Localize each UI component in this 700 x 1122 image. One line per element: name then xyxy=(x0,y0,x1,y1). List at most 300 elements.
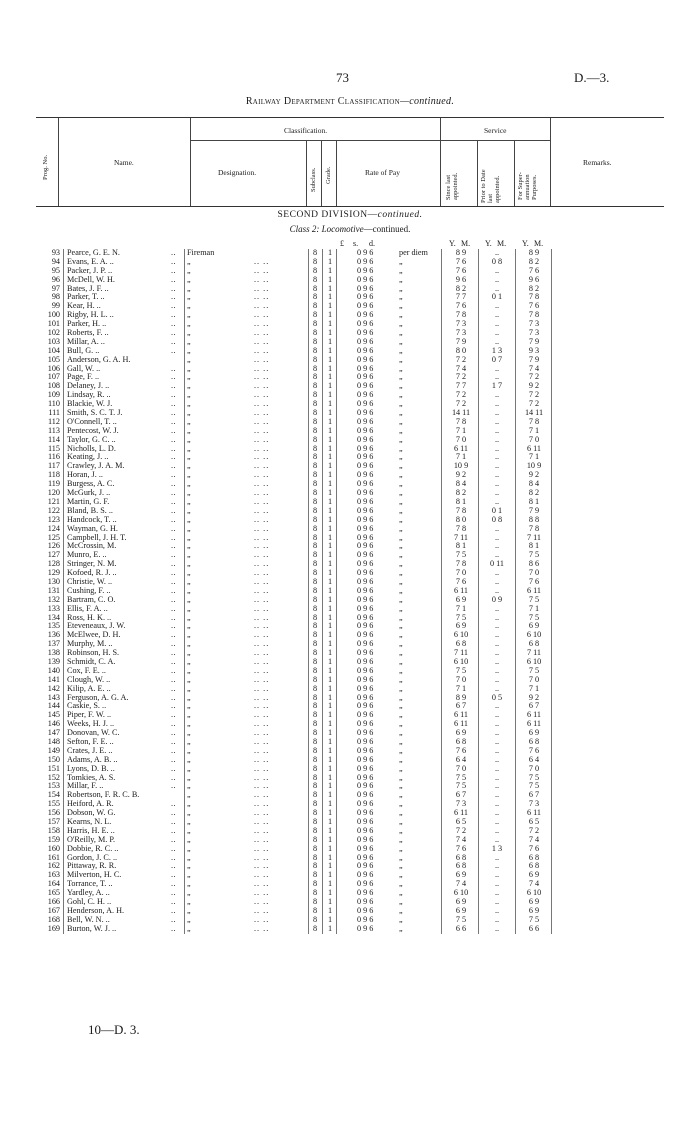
grade-cell: 1 xyxy=(327,310,333,320)
rate-cell: 0 9 6 xyxy=(357,265,374,275)
grade-cell: 1 xyxy=(327,381,333,391)
prog-no-cell: 146 xyxy=(47,719,60,729)
subclass-cell: 8 xyxy=(312,568,318,578)
header-prior-l3: appointed. xyxy=(494,175,501,203)
table-row xyxy=(36,507,664,516)
name-cell: Cox, F. E. .. xyxy=(67,665,106,675)
since-last-cell: 6 8 xyxy=(455,736,467,746)
table-row xyxy=(36,356,664,365)
name-cell: Horan, J. .. xyxy=(67,470,103,480)
table-header xyxy=(36,117,664,207)
name-leader-dots: .. xyxy=(171,550,177,560)
table-row xyxy=(36,658,664,667)
rate-period-cell: „ xyxy=(399,639,403,649)
rate-cell: 0 9 6 xyxy=(357,852,374,862)
rate-period-cell: „ xyxy=(399,683,403,693)
prog-no-cell: 126 xyxy=(47,541,60,551)
designation-cell: „ xyxy=(187,852,191,862)
rate-period-cell: „ xyxy=(399,603,403,613)
superannuation-cell: 7 5 xyxy=(528,781,540,791)
rate-period-cell: per diem xyxy=(399,248,428,257)
prior-cell: .. xyxy=(494,808,500,818)
since-last-cell: 14 11 xyxy=(451,408,471,418)
prior-cell: .. xyxy=(494,461,500,471)
name-leader-dots: .. xyxy=(171,381,177,391)
rate-period-cell: „ xyxy=(399,843,403,853)
designation-cell: „ xyxy=(187,736,191,746)
name-leader-dots: .. xyxy=(171,274,177,284)
superannuation-cell: 6 11 xyxy=(526,710,542,720)
name-cell: Crawley, J. A. M. xyxy=(67,461,125,471)
since-last-cell: 7 4 xyxy=(455,879,467,889)
designation-leader-dots: .. .. xyxy=(254,834,270,844)
grade-cell: 1 xyxy=(327,754,333,764)
table-row xyxy=(36,765,664,774)
class-continued: —continued. xyxy=(363,224,411,234)
grade-cell: 1 xyxy=(327,461,333,471)
designation-leader-dots: .. .. xyxy=(254,656,270,666)
name-leader-dots: .. xyxy=(171,843,177,853)
grade-cell: 1 xyxy=(327,843,333,853)
prior-cell: .. xyxy=(494,639,500,649)
grade-cell: 1 xyxy=(327,559,333,569)
subclass-cell: 8 xyxy=(312,612,318,622)
prog-no-cell: 159 xyxy=(47,834,60,844)
table-row xyxy=(36,845,664,854)
prior-cell: .. xyxy=(494,274,500,284)
rate-cell: 0 9 6 xyxy=(357,585,374,595)
title-main: Railway Department Classification xyxy=(245,96,401,107)
rate-cell: 0 9 6 xyxy=(357,710,374,720)
designation-cell: „ xyxy=(187,790,191,800)
rate-period-cell: „ xyxy=(399,461,403,471)
table-row xyxy=(36,587,664,596)
grade-cell: 1 xyxy=(327,399,333,409)
superannuation-cell: 7 8 xyxy=(528,416,540,426)
designation-cell: „ xyxy=(187,674,191,684)
name-cell: Kearns, N. L. xyxy=(67,817,112,826)
header-since-l1: Since last xyxy=(445,174,452,200)
designation-leader-dots: .. .. xyxy=(254,745,270,755)
table-row xyxy=(36,854,664,863)
header-classification: Classification. xyxy=(284,126,328,135)
table-row xyxy=(36,534,664,543)
prior-cell: .. xyxy=(494,612,500,622)
name-cell: Page, F. .. xyxy=(67,372,100,382)
table-row xyxy=(36,471,664,480)
rate-period-cell: „ xyxy=(399,425,403,435)
prog-no-cell: 166 xyxy=(47,897,60,907)
table-row xyxy=(36,400,664,409)
designation-leader-dots: .. .. xyxy=(254,345,270,355)
since-last-cell: 7 6 xyxy=(455,265,467,275)
prog-no-cell: 160 xyxy=(47,843,60,853)
prior-cell: .. xyxy=(494,790,500,800)
designation-leader-dots: .. .. xyxy=(254,879,270,889)
prog-no-cell: 154 xyxy=(47,790,60,800)
superannuation-cell: 6 8 xyxy=(528,852,540,862)
name-cell: Weeks, H. J. .. xyxy=(67,719,115,729)
prior-cell: .. xyxy=(494,576,500,586)
rate-cell: 0 9 6 xyxy=(357,301,374,311)
prior-cell: 0 8 xyxy=(491,256,503,266)
name-leader-dots: .. xyxy=(171,665,177,675)
prog-no-cell: 115 xyxy=(48,443,60,453)
rate-period-cell: „ xyxy=(399,719,403,729)
grade-cell: 1 xyxy=(327,923,333,933)
subclass-cell: 8 xyxy=(312,745,318,755)
designation-leader-dots: .. .. xyxy=(254,799,270,809)
since-last-cell: 6 10 xyxy=(453,656,469,666)
designation-leader-dots: .. .. xyxy=(254,568,270,578)
superannuation-cell: 7 5 xyxy=(528,594,540,604)
grade-cell: 1 xyxy=(327,897,333,907)
table-row xyxy=(36,747,664,756)
rate-cell: 0 9 6 xyxy=(357,248,374,257)
designation-cell: „ xyxy=(187,781,191,791)
prior-cell: 0 5 xyxy=(491,692,503,702)
prog-no-cell: 114 xyxy=(48,434,60,444)
subclass-cell: 8 xyxy=(312,532,318,542)
header-name: Name. xyxy=(114,158,134,167)
designation-leader-dots: .. .. xyxy=(254,576,270,586)
rate-period-cell: „ xyxy=(399,817,403,826)
rate-period-cell: „ xyxy=(399,594,403,604)
subclass-cell: 8 xyxy=(312,710,318,720)
table-row xyxy=(36,560,664,569)
grade-cell: 1 xyxy=(327,817,333,826)
unit-y3: Y. xyxy=(522,239,529,248)
rate-period-cell: „ xyxy=(399,897,403,907)
rate-period-cell: „ xyxy=(399,399,403,409)
table-row xyxy=(36,462,664,471)
rate-period-cell: „ xyxy=(399,852,403,862)
designation-leader-dots: .. .. xyxy=(254,461,270,471)
prior-cell: .. xyxy=(494,763,500,773)
designation-cell: „ xyxy=(187,612,191,622)
designation-leader-dots: .. .. xyxy=(254,825,270,835)
since-last-cell: 7 8 xyxy=(455,310,467,320)
name-leader-dots: .. xyxy=(171,496,177,506)
grade-cell: 1 xyxy=(327,363,333,373)
grade-cell: 1 xyxy=(327,248,333,257)
designation-leader-dots: .. .. xyxy=(254,532,270,542)
prog-no-cell: 125 xyxy=(47,532,60,542)
rate-cell: 0 9 6 xyxy=(357,683,374,693)
grade-cell: 1 xyxy=(327,665,333,675)
name-leader-dots: .. xyxy=(171,541,177,551)
rate-period-cell: „ xyxy=(399,621,403,631)
rate-cell: 0 9 6 xyxy=(357,479,374,489)
designation-leader-dots: .. .. xyxy=(254,612,270,622)
rate-period-cell: „ xyxy=(399,274,403,284)
unit-pound: £ xyxy=(340,239,344,248)
rate-cell: 0 9 6 xyxy=(357,452,374,462)
name-cell: Stringer, N. M. xyxy=(67,559,117,569)
designation-cell: „ xyxy=(187,372,191,382)
grade-cell: 1 xyxy=(327,674,333,684)
table-row xyxy=(36,373,664,382)
prior-cell: .. xyxy=(494,301,500,311)
designation-cell: „ xyxy=(187,265,191,275)
prior-cell: .. xyxy=(494,479,500,489)
name-cell: Kofoed, R. J. .. xyxy=(67,568,117,578)
designation-cell: „ xyxy=(187,461,191,471)
subclass-cell: 8 xyxy=(312,790,318,800)
name-leader-dots: .. xyxy=(171,781,177,791)
rate-period-cell: „ xyxy=(399,479,403,489)
since-last-cell: 7 4 xyxy=(455,834,467,844)
name-leader-dots: .. xyxy=(171,888,177,898)
rate-cell: 0 9 6 xyxy=(357,345,374,355)
designation-cell: „ xyxy=(187,301,191,311)
grade-cell: 1 xyxy=(327,621,333,631)
designation-cell: „ xyxy=(187,665,191,675)
prior-cell: 0 8 xyxy=(491,514,503,524)
prior-cell: 0 11 xyxy=(489,559,505,569)
since-last-cell: 7 2 xyxy=(455,399,467,409)
rate-period-cell: „ xyxy=(399,745,403,755)
superannuation-cell: 6 7 xyxy=(528,790,540,800)
since-last-cell: 6 9 xyxy=(455,870,467,880)
superannuation-cell: 7 11 xyxy=(526,648,542,658)
name-cell: Millar, A. .. xyxy=(67,336,105,346)
name-leader-dots: .. xyxy=(171,799,177,809)
name-leader-dots: .. xyxy=(171,434,177,444)
division-heading xyxy=(0,210,700,220)
name-leader-dots: .. xyxy=(171,594,177,604)
division-name: SECOND DIVISION— xyxy=(277,210,378,220)
name-leader-dots: .. xyxy=(171,310,177,320)
table-row xyxy=(36,685,664,694)
table-body xyxy=(36,249,664,934)
superannuation-cell: 7 1 xyxy=(528,425,540,435)
designation-leader-dots: .. .. xyxy=(254,292,270,302)
prog-no-cell: 153 xyxy=(47,781,60,791)
superannuation-cell: 7 1 xyxy=(528,683,540,693)
prog-no-cell: 161 xyxy=(47,852,60,862)
name-cell: Bartram, C. O. xyxy=(67,594,116,604)
since-last-cell: 7 5 xyxy=(455,781,467,791)
name-cell: Eteveneaux, J. W. xyxy=(67,621,126,631)
designation-cell: „ xyxy=(187,808,191,818)
rate-period-cell: „ xyxy=(399,434,403,444)
designation-cell: „ xyxy=(187,834,191,844)
header-designation: Designation. xyxy=(218,168,257,177)
rate-cell: 0 9 6 xyxy=(357,434,374,444)
designation-leader-dots: .. .. xyxy=(254,381,270,391)
designation-leader-dots: .. .. xyxy=(254,443,270,453)
rate-cell: 0 9 6 xyxy=(357,372,374,382)
name-cell: Bell, W. N. .. xyxy=(67,914,110,924)
name-cell: Schmidt, C. A. xyxy=(67,656,116,666)
rate-cell: 0 9 6 xyxy=(357,354,374,364)
grade-cell: 1 xyxy=(327,683,333,693)
grade-cell: 1 xyxy=(327,541,333,551)
since-last-cell: 6 11 xyxy=(453,710,469,720)
table-row xyxy=(36,542,664,551)
rate-cell: 0 9 6 xyxy=(357,470,374,480)
designation-cell: „ xyxy=(187,328,191,338)
prog-no-cell: 131 xyxy=(47,585,60,595)
grade-cell: 1 xyxy=(327,585,333,595)
name-leader-dots: .. xyxy=(171,336,177,346)
subclass-cell: 8 xyxy=(312,692,318,702)
class-name: Locomotive xyxy=(321,224,364,234)
unit-pence: d. xyxy=(369,239,375,248)
rate-period-cell: „ xyxy=(399,710,403,720)
name-leader-dots: .. xyxy=(171,745,177,755)
prog-no-cell: 138 xyxy=(47,648,60,658)
since-last-cell: 6 9 xyxy=(455,728,467,738)
name-leader-dots: .. xyxy=(171,505,177,515)
since-last-cell: 6 10 xyxy=(453,888,469,898)
table-row xyxy=(36,338,664,347)
rate-cell: 0 9 6 xyxy=(357,292,374,302)
prog-no-cell: 108 xyxy=(47,381,60,391)
rate-period-cell: „ xyxy=(399,443,403,453)
since-last-cell: 7 8 xyxy=(455,559,467,569)
superannuation-cell: 7 2 xyxy=(528,390,540,400)
name-cell: Millar, F. .. xyxy=(67,781,104,791)
rate-period-cell: „ xyxy=(399,772,403,782)
designation-leader-dots: .. .. xyxy=(254,363,270,373)
prior-cell: 1 3 xyxy=(491,345,503,355)
subclass-cell: 8 xyxy=(312,336,318,346)
subclass-cell: 8 xyxy=(312,879,318,889)
name-cell: McElwee, D. H. xyxy=(67,630,121,640)
name-leader-dots: .. xyxy=(171,523,177,533)
designation-cell: „ xyxy=(187,345,191,355)
rate-period-cell: „ xyxy=(399,576,403,586)
prog-no-cell: 120 xyxy=(47,488,60,498)
superannuation-cell: 6 5 xyxy=(528,817,540,826)
table-row xyxy=(36,276,664,285)
grade-cell: 1 xyxy=(327,425,333,435)
name-cell: Ross, H. K. .. xyxy=(67,612,112,622)
name-cell: Campbell, J. H. T. xyxy=(67,532,127,542)
since-last-cell: 7 2 xyxy=(455,825,467,835)
subclass-cell: 8 xyxy=(312,897,318,907)
name-cell: Harris, H. E. .. xyxy=(67,825,115,835)
grade-cell: 1 xyxy=(327,532,333,542)
designation-cell: „ xyxy=(187,354,191,364)
rate-period-cell: „ xyxy=(399,301,403,311)
prog-no-cell: 169 xyxy=(47,923,60,933)
subclass-cell: 8 xyxy=(312,576,318,586)
subclass-cell: 8 xyxy=(312,488,318,498)
prog-no-cell: 168 xyxy=(47,914,60,924)
designation-cell: „ xyxy=(187,585,191,595)
superannuation-cell: 7 9 xyxy=(528,505,540,515)
rate-period-cell: „ xyxy=(399,372,403,382)
prior-cell: .. xyxy=(494,870,500,880)
since-last-cell: 7 5 xyxy=(455,914,467,924)
prog-no-cell: 103 xyxy=(47,336,60,346)
name-cell: Handcock, T. .. xyxy=(67,514,117,524)
rate-cell: 0 9 6 xyxy=(357,416,374,426)
table-row xyxy=(36,258,664,267)
table-row xyxy=(36,365,664,374)
grade-cell: 1 xyxy=(327,914,333,924)
designation-leader-dots: .. .. xyxy=(254,639,270,649)
rate-period-cell: „ xyxy=(399,879,403,889)
prog-no-cell: 165 xyxy=(47,888,60,898)
rate-cell: 0 9 6 xyxy=(357,550,374,560)
since-last-cell: 8 2 xyxy=(455,283,467,293)
rate-period-cell: „ xyxy=(399,550,403,560)
grade-cell: 1 xyxy=(327,701,333,711)
subclass-cell: 8 xyxy=(312,363,318,373)
subclass-cell: 8 xyxy=(312,310,318,320)
grade-cell: 1 xyxy=(327,470,333,480)
prog-no-cell: 99 xyxy=(51,301,60,311)
superannuation-cell: 6 11 xyxy=(526,585,542,595)
prog-no-cell: 104 xyxy=(47,345,60,355)
rate-cell: 0 9 6 xyxy=(357,825,374,835)
rate-cell: 0 9 6 xyxy=(357,701,374,711)
designation-cell: „ xyxy=(187,692,191,702)
name-leader-dots: .. xyxy=(171,639,177,649)
since-last-cell: 7 6 xyxy=(455,576,467,586)
subclass-cell: 8 xyxy=(312,852,318,862)
subclass-cell: 8 xyxy=(312,479,318,489)
grade-cell: 1 xyxy=(327,745,333,755)
subclass-cell: 8 xyxy=(312,416,318,426)
rate-cell: 0 9 6 xyxy=(357,897,374,907)
table-row xyxy=(36,889,664,898)
designation-leader-dots: .. .. xyxy=(254,897,270,907)
name-leader-dots: .. xyxy=(171,683,177,693)
rate-period-cell: „ xyxy=(399,319,403,329)
rate-cell: 0 9 6 xyxy=(357,523,374,533)
table-row xyxy=(36,694,664,703)
superannuation-cell: 8 6 xyxy=(528,559,540,569)
superannuation-cell: 7 6 xyxy=(528,843,540,853)
prog-no-cell: 113 xyxy=(48,425,60,435)
grade-cell: 1 xyxy=(327,256,333,266)
name-cell: Roberts, F. .. xyxy=(67,328,109,338)
designation-leader-dots: .. .. xyxy=(254,683,270,693)
designation-leader-dots: .. .. xyxy=(254,914,270,924)
rate-cell: 0 9 6 xyxy=(357,754,374,764)
superannuation-cell: 7 0 xyxy=(528,434,540,444)
rate-cell: 0 9 6 xyxy=(357,363,374,373)
designation-leader-dots: .. .. xyxy=(254,870,270,880)
designation-leader-dots: .. .. xyxy=(254,808,270,818)
grade-cell: 1 xyxy=(327,905,333,915)
designation-leader-dots: .. .. xyxy=(254,550,270,560)
rate-cell: 0 9 6 xyxy=(357,745,374,755)
superannuation-cell: 7 6 xyxy=(528,745,540,755)
name-cell: Evans, E. A. .. xyxy=(67,256,114,266)
subclass-cell: 8 xyxy=(312,888,318,898)
since-last-cell: 6 9 xyxy=(455,905,467,915)
name-leader-dots: .. xyxy=(171,292,177,302)
rate-period-cell: „ xyxy=(399,648,403,658)
designation-cell: „ xyxy=(187,550,191,560)
rate-cell: 0 9 6 xyxy=(357,621,374,631)
prog-no-cell: 112 xyxy=(48,416,60,426)
name-cell: Parker, H. .. xyxy=(67,319,107,329)
prog-no-cell: 100 xyxy=(47,310,60,320)
name-leader-dots: .. xyxy=(171,736,177,746)
subclass-cell: 8 xyxy=(312,390,318,400)
designation-leader-dots: .. .. xyxy=(254,336,270,346)
subclass-cell: 8 xyxy=(312,559,318,569)
superannuation-cell: 8 1 xyxy=(528,496,540,506)
table-row xyxy=(36,827,664,836)
